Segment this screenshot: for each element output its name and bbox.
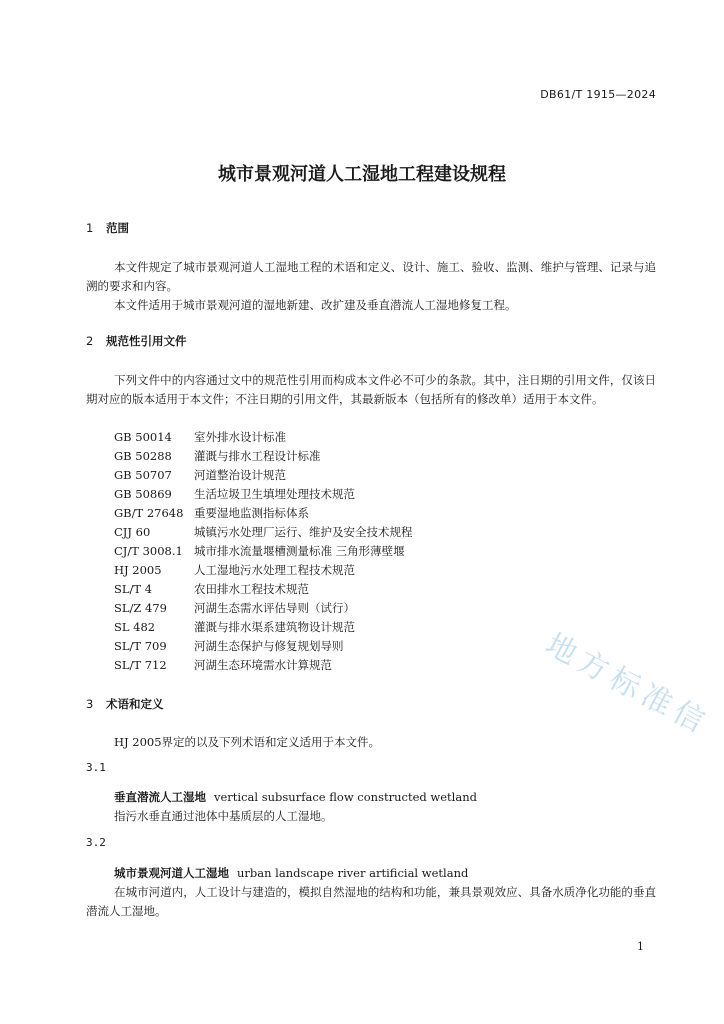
reference-item	[114, 637, 344, 656]
section-2-title: 规范性引用文件	[106, 334, 187, 348]
term-chinese-name: 城市景观河道人工湿地	[114, 866, 229, 880]
reference-item	[114, 504, 309, 523]
section-1-title: 范围	[106, 221, 129, 235]
reference-title: 河道整治设计规范	[194, 468, 286, 482]
section-1-heading	[86, 220, 129, 236]
section-2-intro-text: 下列文件中的内容通过文中的规范性引用而构成本文件必不可少的条款。其中，注日期的引用文件，仅该日期对应的版本适用于本文件；不注日期的引用文件，其最新版本（包括所有的修改单）适用于本文件。	[86, 373, 656, 406]
reference-item	[114, 447, 321, 466]
term-definition: 指污水垂直通过池体中基质层的人工湿地。	[114, 809, 333, 823]
section-3-number: 3	[86, 697, 94, 711]
reference-item	[114, 485, 355, 504]
term-number: 3.1	[86, 761, 106, 774]
reference-title: 灌溉与排水渠系建筑物设计规范	[194, 620, 355, 634]
reference-title: 城镇污水处理厂运行、维护及安全技术规程	[194, 525, 413, 539]
reference-item	[114, 656, 332, 675]
term-number: 3.2	[86, 836, 106, 849]
section-3-heading	[86, 696, 164, 712]
reference-item	[114, 618, 355, 637]
reference-title: 室外排水设计标准	[194, 430, 286, 444]
reference-title: 人工湿地污水处理工程技术规范	[194, 563, 355, 577]
reference-code: SL/T 4	[114, 582, 153, 596]
reference-code: CJ/T 3008.1	[114, 544, 183, 558]
reference-code: GB 50707	[114, 468, 172, 482]
section-1-paragraph-2	[86, 296, 656, 315]
term-english-name: urban landscape river artificial wetland	[237, 866, 469, 880]
page-number: 1	[637, 940, 644, 953]
reference-code: SL/T 712	[114, 658, 167, 672]
reference-title: 河湖生态保护与修复规划导则	[194, 639, 344, 653]
standard-number: DB61/T 1915—2024	[540, 88, 656, 101]
section-1-text-1: 本文件规定了城市景观河道人工湿地工程的术语和定义、设计、施工、验收、监测、维护与管理、记录与追溯的要求和内容。	[86, 260, 656, 293]
reference-title: 城市排水流量堰槽测量标准 三角形薄壁堰	[194, 544, 405, 558]
reference-item	[114, 428, 286, 447]
reference-item	[114, 466, 286, 485]
reference-item	[114, 542, 405, 561]
reference-item	[114, 523, 413, 542]
section-2-heading	[86, 333, 187, 349]
term-heading	[114, 788, 477, 807]
reference-title: 河湖生态需水评估导则（试行）	[194, 601, 355, 615]
reference-title: 农田排水工程技术规范	[194, 582, 309, 596]
section-3-intro-text: HJ 2005界定的以及下列术语和定义适用于本文件。	[114, 735, 381, 749]
section-1-paragraph-1	[86, 258, 656, 296]
reference-code: SL/T 709	[114, 639, 167, 653]
reference-item	[114, 561, 355, 580]
reference-item	[114, 599, 355, 618]
section-1-text-2: 本文件适用于城市景观河道的湿地新建、改扩建及垂直潜流人工湿地修复工程。	[114, 298, 517, 312]
reference-title: 河湖生态环境需水计算规范	[194, 658, 332, 672]
watermark: 地方标准信	[539, 627, 716, 743]
reference-title: 重要湿地监测指标体系	[194, 506, 309, 520]
term-chinese-name: 垂直潜流人工湿地	[114, 790, 206, 804]
reference-code: GB 50869	[114, 487, 172, 501]
reference-code: GB/T 27648	[114, 506, 184, 520]
section-2-number: 2	[86, 334, 94, 348]
reference-code: CJJ 60	[114, 525, 151, 539]
reference-item	[114, 580, 309, 599]
document-title: 城市景观河道人工湿地工程建设规程	[218, 164, 506, 185]
reference-code: SL 482	[114, 620, 156, 634]
section-3-title: 术语和定义	[106, 697, 164, 711]
reference-title: 灌溉与排水工程设计标准	[194, 449, 321, 463]
section-3-intro	[86, 733, 656, 752]
reference-title: 生活垃圾卫生填埋处理技术规范	[194, 487, 355, 501]
term-heading	[114, 864, 468, 883]
term-definition-text: 在城市河道内，人工设计与建造的，模拟自然湿地的结构和功能，兼具景观效应、具备水质净化功能的垂直潜流人工湿地。	[86, 885, 656, 918]
reference-code: GB 50014	[114, 430, 172, 444]
section-1-number: 1	[86, 221, 94, 235]
reference-code: GB 50288	[114, 449, 172, 463]
reference-code: HJ 2005	[114, 563, 162, 577]
section-2-intro	[86, 371, 656, 409]
term-definition	[86, 883, 656, 921]
term-english-name: vertical subsurface flow constructed wetland	[214, 790, 477, 804]
reference-code: SL/Z 479	[114, 601, 167, 615]
